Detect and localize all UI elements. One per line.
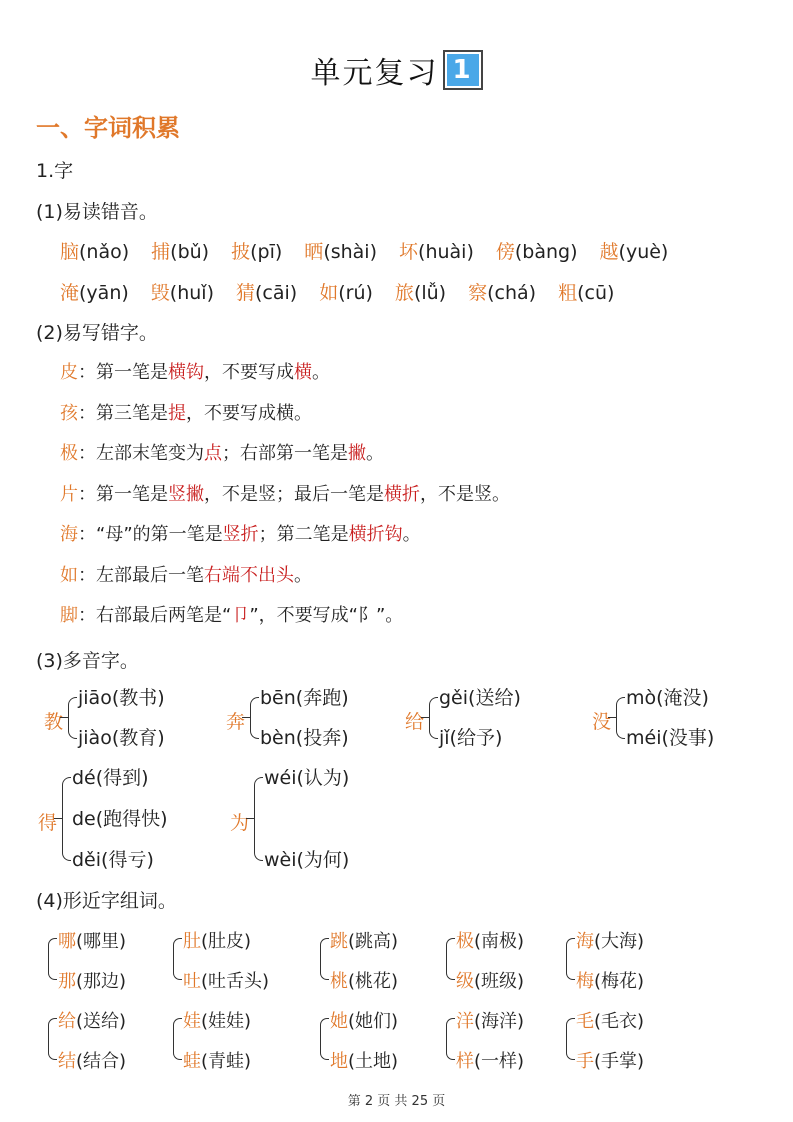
polyphone-character: 给 [405, 711, 425, 733]
rule-text: ；第二笔是 [258, 524, 349, 545]
similar-char-word [58, 1007, 126, 1033]
brace-tick [421, 717, 429, 718]
rule-text: ：左部末笔变为 [78, 443, 204, 464]
polyphone-reading: jiào(教育) [78, 727, 165, 749]
rule-text: 横钩 [168, 362, 204, 383]
pinyin: (lǚ) [413, 282, 447, 304]
character: 肚 [183, 931, 201, 952]
part1-heading: (1)易读错音。 [36, 201, 158, 223]
character: 吐 [183, 971, 201, 992]
similar-char-word [58, 1047, 126, 1073]
rule-text: 。 [294, 564, 312, 586]
writing-rule [60, 480, 510, 506]
pronunciation-item [468, 278, 536, 305]
pronunciation-item [395, 278, 446, 305]
word: (哪里) [76, 931, 127, 952]
part4-heading: (4)形近字组词。 [36, 890, 177, 912]
character: 极 [456, 931, 474, 952]
polyphone-reading: dé(得到) [72, 767, 149, 789]
brace-bracket [62, 777, 71, 861]
brace-bracket [48, 938, 57, 980]
similar-char-word [183, 967, 269, 993]
pronunciation-item [231, 237, 282, 264]
rule-text: ：右部最后两笔是“ [78, 605, 232, 626]
similar-char-word [183, 1047, 251, 1073]
character: 那 [58, 971, 76, 992]
pronunciation-item [60, 278, 129, 305]
character: 猜 [236, 282, 256, 304]
similar-char-word [58, 927, 126, 953]
polyphone-character: 教 [44, 711, 64, 733]
pinyin: (shài) [323, 241, 378, 263]
pronunciation-item [319, 278, 373, 305]
pronunciation-item [399, 237, 474, 264]
part3-heading: (3)多音字。 [36, 650, 139, 672]
similar-char-word [456, 1047, 524, 1073]
character: 娃 [183, 1011, 201, 1032]
word: (土地) [348, 1051, 399, 1072]
word: (大海) [594, 931, 645, 952]
word: (桃花) [348, 971, 399, 992]
rule-text: ，不要写成 [204, 362, 294, 383]
similar-char-word [576, 1047, 644, 1073]
rule-text: ，不要写成横。 [186, 402, 312, 424]
polyphone-reading: gěi(送给) [439, 687, 521, 709]
rule-text: ：左部最后一笔 [78, 564, 204, 586]
rule-text: 右端不出头 [204, 564, 294, 586]
character: 察 [468, 282, 488, 304]
brace-bracket [250, 697, 259, 739]
brace-tick [246, 818, 254, 819]
rule-text: 竖撇 [168, 483, 204, 505]
word: (那边) [76, 971, 127, 992]
character: 晒 [304, 241, 324, 263]
character: 洋 [456, 1011, 474, 1032]
character: 手 [576, 1051, 594, 1072]
brace-bracket [173, 1018, 182, 1060]
pinyin: (huài) [418, 241, 474, 263]
character: 旅 [394, 282, 414, 304]
pinyin: (nǎo) [79, 241, 130, 263]
brace-tick [54, 818, 62, 819]
similar-char-word [456, 1007, 524, 1033]
rule-text: ”，不要写成“阝”。 [249, 605, 404, 626]
character: 海 [60, 524, 78, 545]
brace-tick [608, 717, 616, 718]
word: (海洋) [474, 1011, 525, 1032]
pinyin: (bǔ) [170, 241, 210, 263]
pinyin: (bàng) [514, 241, 578, 263]
pronunciation-item [496, 237, 578, 264]
pronunciation-item [558, 278, 614, 305]
pronunciation-row-2 [60, 278, 636, 305]
writing-rule [60, 439, 384, 465]
character: 跳 [330, 931, 348, 952]
pinyin: (chá) [487, 282, 537, 304]
word: (手掌) [594, 1051, 645, 1072]
similar-char-word [330, 927, 398, 953]
polyphone-reading: děi(得亏) [72, 849, 154, 871]
polyphone-reading: wéi(认为) [264, 767, 350, 789]
character: 桃 [330, 971, 348, 992]
word: (娃娃) [201, 1011, 252, 1032]
similar-char-word [576, 927, 644, 953]
polyphone-character: 为 [230, 812, 250, 834]
character: 孩 [60, 402, 78, 424]
polyphone-reading: méi(没事) [626, 727, 715, 749]
word: (跳高) [348, 931, 399, 952]
brace-bracket [429, 697, 438, 739]
rule-text: ，不是竖；最后一笔是 [204, 483, 384, 505]
character: 傍 [495, 241, 515, 263]
character: 披 [231, 241, 251, 263]
pinyin: (rú) [338, 282, 373, 304]
similar-char-word [58, 967, 126, 993]
rule-text: 点 [204, 443, 222, 464]
character: 粗 [558, 282, 578, 304]
similar-char-word [330, 1007, 398, 1033]
brace-tick [60, 717, 68, 718]
pinyin: (huǐ) [169, 282, 214, 304]
pronunciation-item [236, 278, 297, 305]
writing-rule [60, 601, 403, 627]
pinyin: (cū) [577, 282, 615, 304]
unit-number-badge [443, 50, 483, 90]
character: 她 [330, 1011, 348, 1032]
rule-text: ：“母”的第一笔是 [78, 524, 223, 545]
polyphone-reading: bēn(奔跑) [260, 687, 349, 709]
word: (吐舌头) [201, 971, 270, 992]
character: 给 [58, 1011, 76, 1032]
brace-bracket [254, 777, 263, 861]
rule-text: ；右部第一笔是 [222, 443, 348, 464]
polyphone-reading: de(跑得快) [72, 808, 168, 830]
pronunciation-item [60, 237, 129, 264]
subsection-heading: 1.字 [36, 160, 74, 182]
pronunciation-item [151, 237, 209, 264]
word: (青蛙) [201, 1051, 252, 1072]
pronunciation-item [600, 237, 669, 264]
similar-char-word [183, 927, 251, 953]
brace-bracket [616, 697, 625, 739]
character: 蛙 [183, 1051, 201, 1072]
pinyin: (pī) [250, 241, 283, 263]
character: 皮 [60, 362, 78, 383]
brace-bracket [68, 697, 77, 739]
character: 毛 [576, 1011, 594, 1032]
polyphone-reading: wèi(为何) [264, 849, 350, 871]
brace-bracket [446, 1018, 455, 1060]
pronunciation-row-1 [60, 237, 690, 264]
title-text: 单元复习 [310, 56, 439, 91]
character: 淹 [60, 282, 80, 304]
rule-text: 撇 [348, 443, 366, 464]
rule-text: 提 [168, 402, 186, 424]
writing-rule [60, 520, 421, 546]
character: 脑 [60, 241, 80, 263]
word: (送给) [76, 1011, 127, 1032]
word: (结合) [76, 1051, 127, 1072]
polyphone-reading: mò(淹没) [626, 687, 709, 709]
word: (梅花) [594, 971, 645, 992]
similar-char-word [183, 1007, 251, 1033]
pinyin: (yān) [79, 282, 129, 304]
word: (肚皮) [201, 931, 252, 952]
character: 哪 [58, 931, 76, 952]
pinyin: (cāi) [255, 282, 298, 304]
similar-char-word [576, 967, 644, 993]
page-footer: 第 2 页 共 25 页 [347, 1094, 446, 1109]
rule-text: 横折钩 [348, 524, 403, 545]
pronunciation-item [304, 237, 377, 264]
pinyin: (yuè) [618, 241, 669, 263]
rule-text: 。 [312, 362, 330, 383]
polyphone-character: 得 [38, 812, 58, 834]
brace-bracket [566, 1018, 575, 1060]
brace-bracket [320, 1018, 329, 1060]
word: (毛衣) [594, 1011, 645, 1032]
word: (南极) [474, 931, 525, 952]
writing-rule [60, 399, 312, 425]
character: 坏 [399, 241, 419, 263]
character: 捕 [151, 241, 171, 263]
similar-char-word [330, 1047, 398, 1073]
rule-text: 横 [294, 362, 312, 383]
polyphone-character: 没 [592, 711, 612, 733]
character: 如 [319, 282, 339, 304]
brace-bracket [173, 938, 182, 980]
rule-text: ：第一笔是 [78, 362, 168, 383]
polyphone-reading: jiāo(教书) [78, 687, 165, 709]
similar-char-word [330, 967, 398, 993]
brace-tick [242, 717, 250, 718]
word: (班级) [474, 971, 525, 992]
character: 极 [60, 443, 78, 464]
similar-char-word [456, 967, 524, 993]
rule-text: 横折 [384, 483, 420, 505]
part2-heading: (2)易写错字。 [36, 322, 158, 344]
character: 结 [58, 1051, 76, 1072]
character: 梅 [576, 971, 594, 992]
similar-char-word [456, 927, 524, 953]
polyphone-reading: bèn(投奔) [260, 727, 349, 749]
character: 地 [330, 1051, 348, 1072]
rule-text: 。 [366, 443, 384, 464]
brace-bracket [566, 938, 575, 980]
polyphone-character: 奔 [226, 711, 246, 733]
word: (她们) [348, 1011, 399, 1032]
word: (一样) [474, 1051, 525, 1072]
writing-rule [60, 561, 312, 587]
writing-rule [60, 358, 330, 384]
character: 样 [456, 1051, 474, 1072]
pronunciation-item [151, 278, 214, 305]
brace-bracket [446, 938, 455, 980]
character: 越 [599, 241, 619, 263]
page-title [0, 48, 793, 92]
brace-bracket [320, 938, 329, 980]
character: 如 [60, 564, 78, 586]
similar-char-word [576, 1007, 644, 1033]
rule-text: ：第三笔是 [78, 402, 168, 424]
character: 片 [60, 483, 78, 505]
character: 脚 [60, 605, 78, 626]
section-title: 一、字词积累 [36, 114, 180, 142]
rule-text: 。 [402, 524, 421, 545]
rule-text: 卩 [231, 605, 250, 626]
rule-text: ，不是竖。 [420, 483, 510, 505]
polyphone-reading: jǐ(给予) [439, 727, 503, 749]
character: 海 [576, 931, 594, 952]
character: 级 [456, 971, 474, 992]
rule-text: ：第一笔是 [78, 483, 168, 505]
rule-text: 竖折 [222, 524, 259, 545]
unit-number: 1 [447, 54, 479, 86]
character: 毁 [150, 282, 170, 304]
brace-bracket [48, 1018, 57, 1060]
